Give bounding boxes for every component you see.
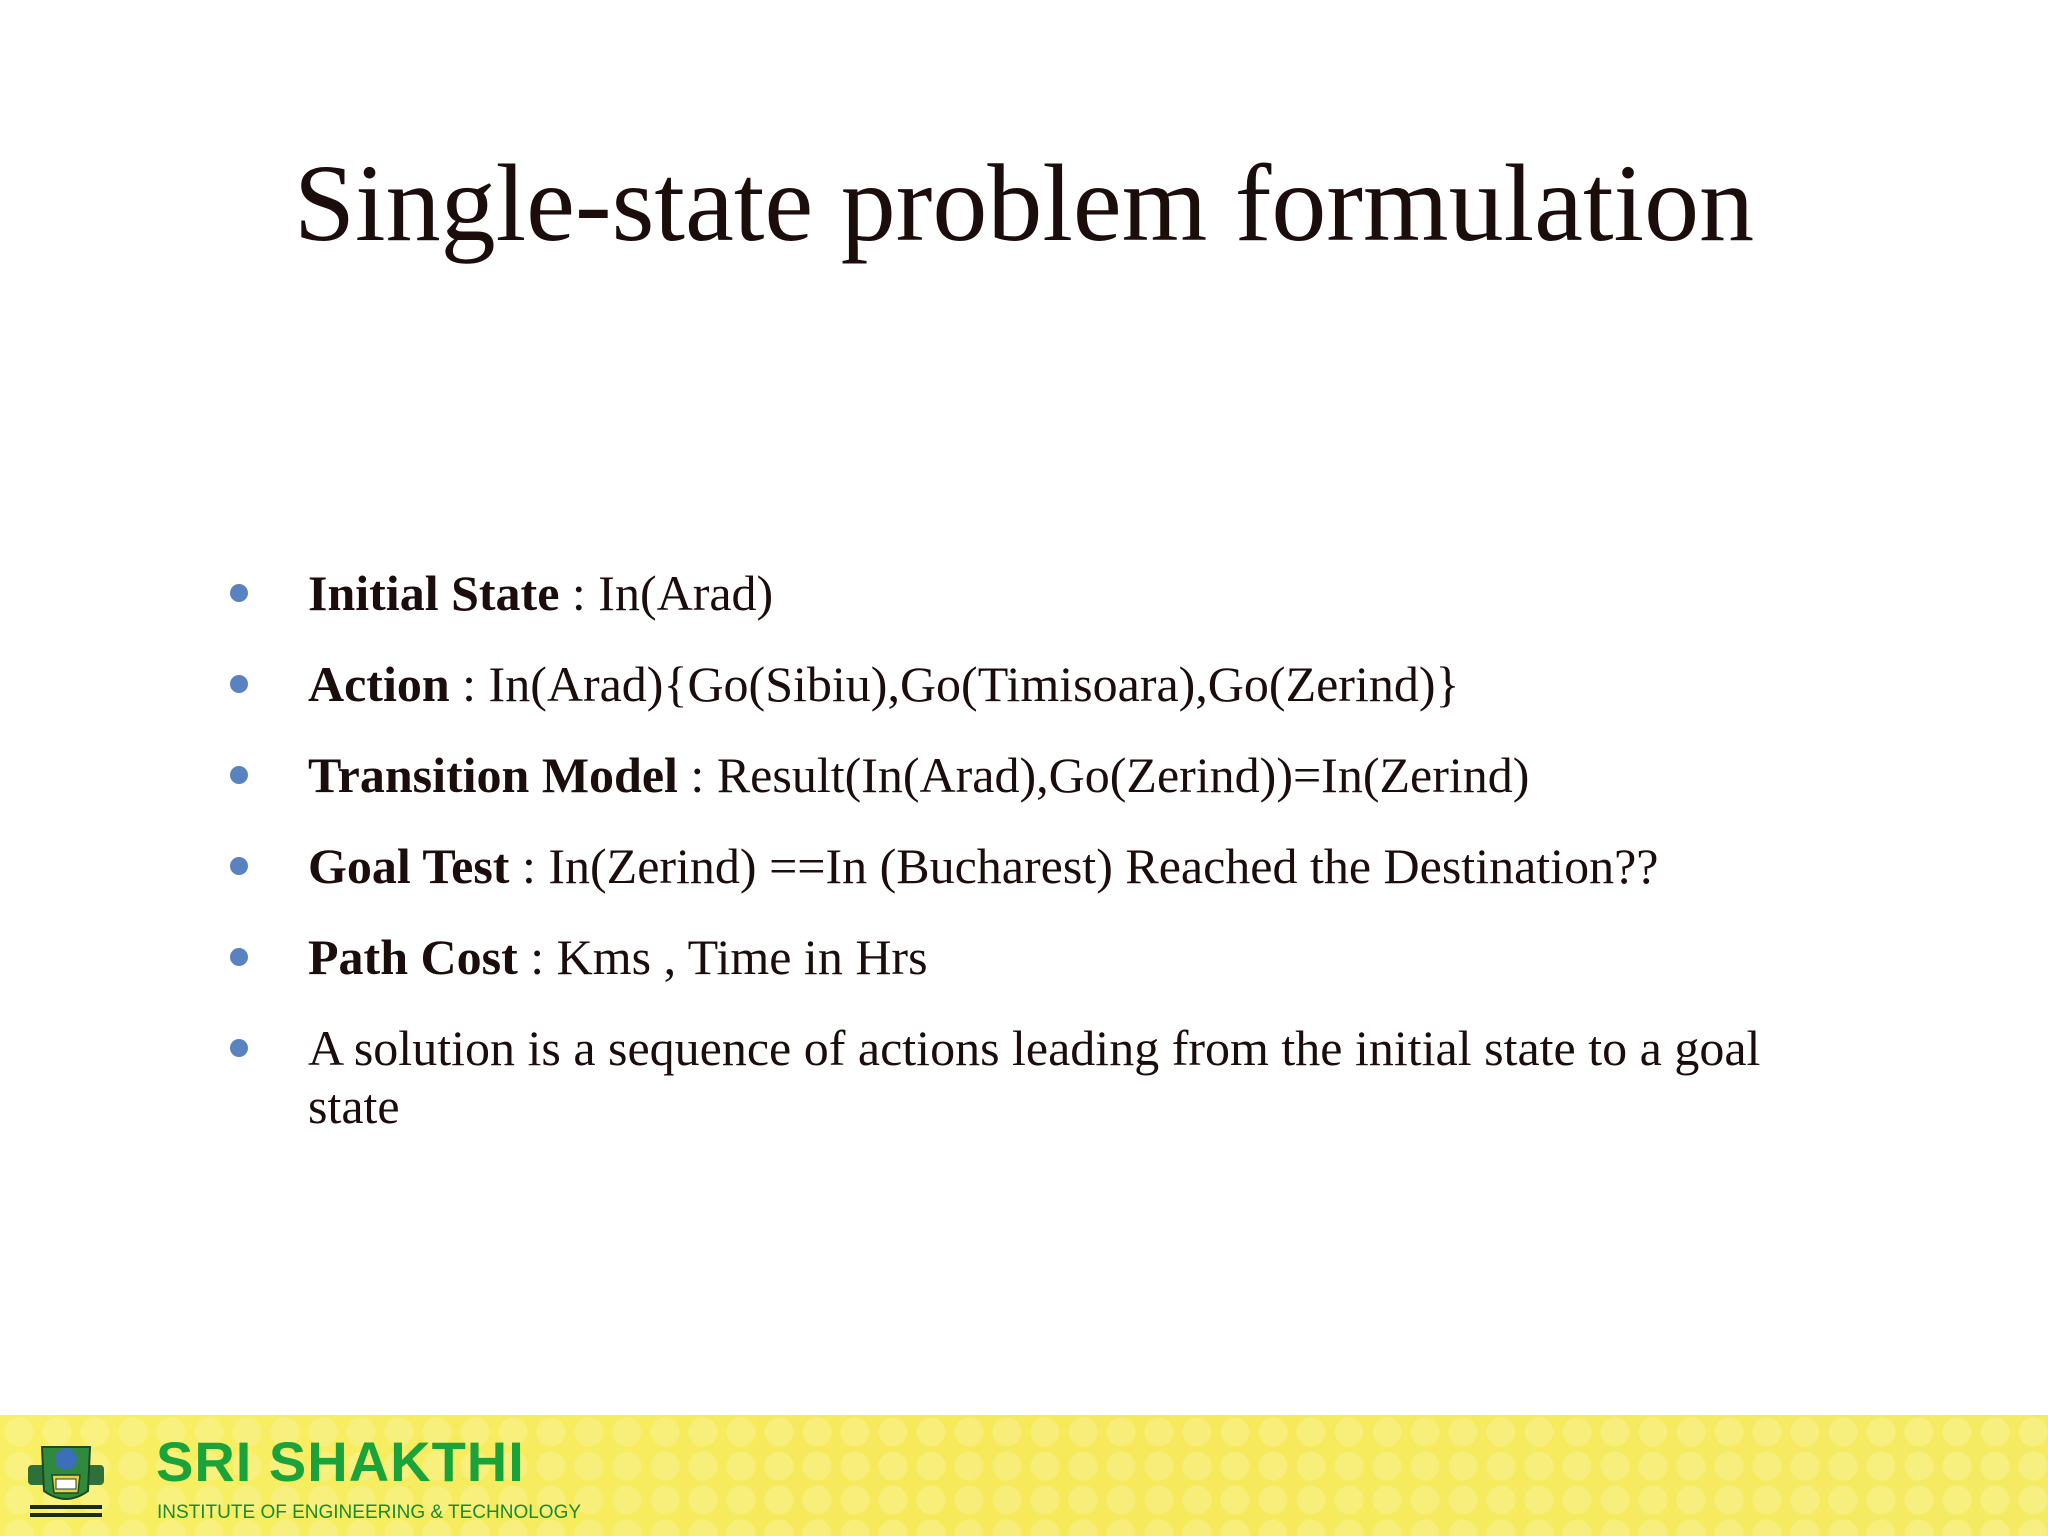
bullet-label: Transition Model <box>308 747 678 803</box>
slide-title: Single-state problem formulation <box>293 142 1755 264</box>
bullet-text: : Kms , Time in Hrs <box>517 929 928 985</box>
bullet-initial-state <box>228 564 1828 622</box>
bullet-dot-icon <box>230 675 248 693</box>
bullet-label: Goal Test <box>308 838 510 894</box>
bullet-text: : In(Arad){Go(Sibiu),Go(Timisoara),Go(Zerind)} <box>449 656 1460 712</box>
footer-band <box>0 1415 2048 1536</box>
bullet-text: : In(Arad) <box>559 565 774 621</box>
brand-subtitle: INSTITUTE OF ENGINEERING & TECHNOLOGY <box>157 1502 582 1523</box>
bullet-dot-icon <box>230 948 248 966</box>
institute-logo-icon <box>22 1435 110 1527</box>
bullet-action <box>228 655 1828 713</box>
bullet-label: Action <box>308 656 450 712</box>
bullet-dot-icon <box>230 1039 248 1057</box>
bullet-transition-model <box>228 746 1828 804</box>
bullet-goal-test <box>228 837 1828 895</box>
bullet-dot-icon <box>230 766 248 784</box>
brand-name: SRI SHAKTHI <box>156 1430 525 1493</box>
bullet-text: : Result(In(Arad),Go(Zerind))=In(Zerind) <box>677 747 1530 803</box>
bullet-path-cost <box>228 928 1828 986</box>
bullet-text: : In(Zerind) ==In (Bucharest) Reached the Destination?? <box>509 838 1659 894</box>
bullet-dot-icon <box>230 584 248 602</box>
bullet-text: A solution is a sequence of actions leading from the initial state to a goal state <box>308 1020 1761 1134</box>
bullet-list <box>228 564 1828 1168</box>
bullet-label: Initial State <box>308 565 560 621</box>
bullet-dot-icon <box>230 857 248 875</box>
bullet-solution <box>228 1019 1828 1135</box>
bullet-label: Path Cost <box>308 929 518 985</box>
